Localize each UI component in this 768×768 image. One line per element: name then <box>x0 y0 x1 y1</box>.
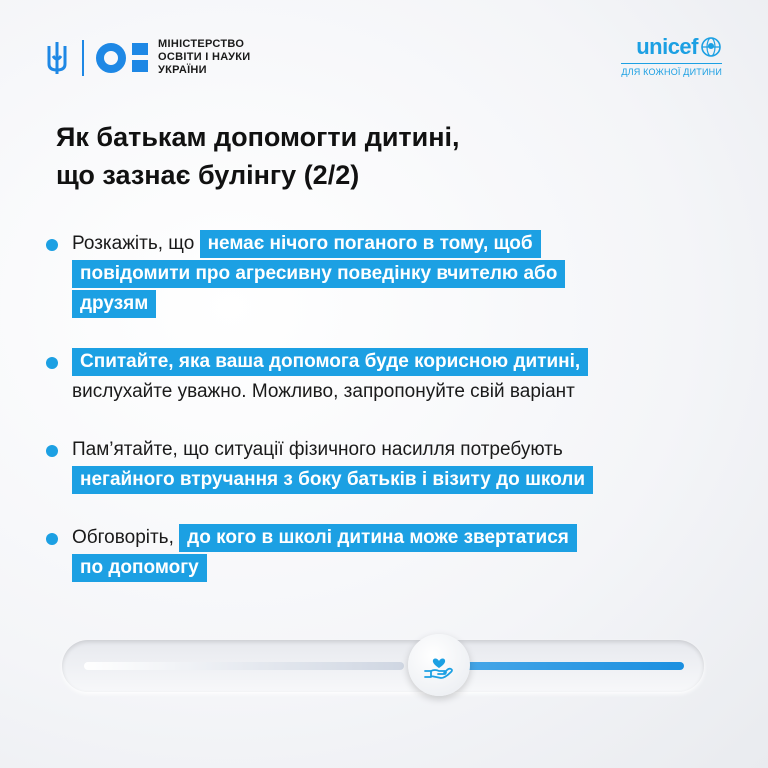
bullet-line <box>72 348 736 376</box>
bullet-dot-icon <box>46 533 58 545</box>
bullet-line <box>72 554 736 582</box>
slider-track-right <box>444 662 684 670</box>
bullet-dot-icon <box>46 357 58 369</box>
unicef-logo <box>621 34 722 77</box>
unicef-wordmark: unicef <box>636 34 698 59</box>
bullet-line <box>72 230 736 258</box>
logo-separator <box>82 40 84 76</box>
ministry-mark-icon <box>96 43 148 73</box>
unicef-underline <box>621 63 722 64</box>
bullet-line <box>72 524 736 552</box>
bullet-highlight: повідомити про агресивну поведінку вчителю або <box>72 260 565 288</box>
bullet-text: Розкажіть, що <box>72 233 195 254</box>
bullet-item <box>46 230 736 318</box>
bullet-dot-icon <box>46 239 58 251</box>
bullet-highlight: немає нічого поганого в тому, щоб <box>200 230 541 258</box>
ministry-name: МІНІСТЕРСТВО ОСВІТИ І НАУКИ УКРАЇНИ <box>158 38 251 76</box>
decorative-slider <box>62 640 704 692</box>
slider-knob <box>408 634 470 696</box>
bullet-line <box>72 378 736 406</box>
unicef-tagline: ДЛЯ КОЖНОЇ ДИТИНИ <box>621 67 722 77</box>
bullet-item <box>46 436 736 494</box>
unicef-globe-icon <box>700 36 722 58</box>
trident-icon <box>44 40 70 76</box>
bullet-line <box>72 466 736 494</box>
bullet-highlight: негайного втручання з боку батьків і візиту до школи <box>72 466 593 494</box>
bullet-line <box>72 290 736 318</box>
bullet-text: вислухайте уважно. Можливо, запропонуйте свій варіант <box>72 381 575 402</box>
bullet-highlight: до кого в школі дитина може звертатися <box>179 524 577 552</box>
bullet-line <box>72 260 736 288</box>
page-title <box>56 118 460 194</box>
bullet-dot-icon <box>46 445 58 457</box>
bullet-list <box>46 230 736 612</box>
bullet-item <box>46 348 736 406</box>
bullet-highlight: друзям <box>72 290 156 318</box>
title-line: що зазнає булінгу (2/2) <box>56 160 360 190</box>
bullet-text: Обговоріть, <box>72 527 174 548</box>
bullet-line <box>72 436 736 464</box>
title-line: Як батькам допомогти дитині, <box>56 122 460 152</box>
slider-track-left <box>84 662 404 670</box>
bullet-item <box>46 524 736 582</box>
ministry-logo <box>44 38 250 77</box>
bullet-highlight: Спитайте, яка ваша допомога буде корисною дитині, <box>72 348 588 376</box>
bullet-text: Пам’ятайте, що ситуації фізичного насилля потребують <box>72 439 563 460</box>
bullet-highlight: по допомогу <box>72 554 207 582</box>
heart-hand-icon <box>421 647 457 683</box>
